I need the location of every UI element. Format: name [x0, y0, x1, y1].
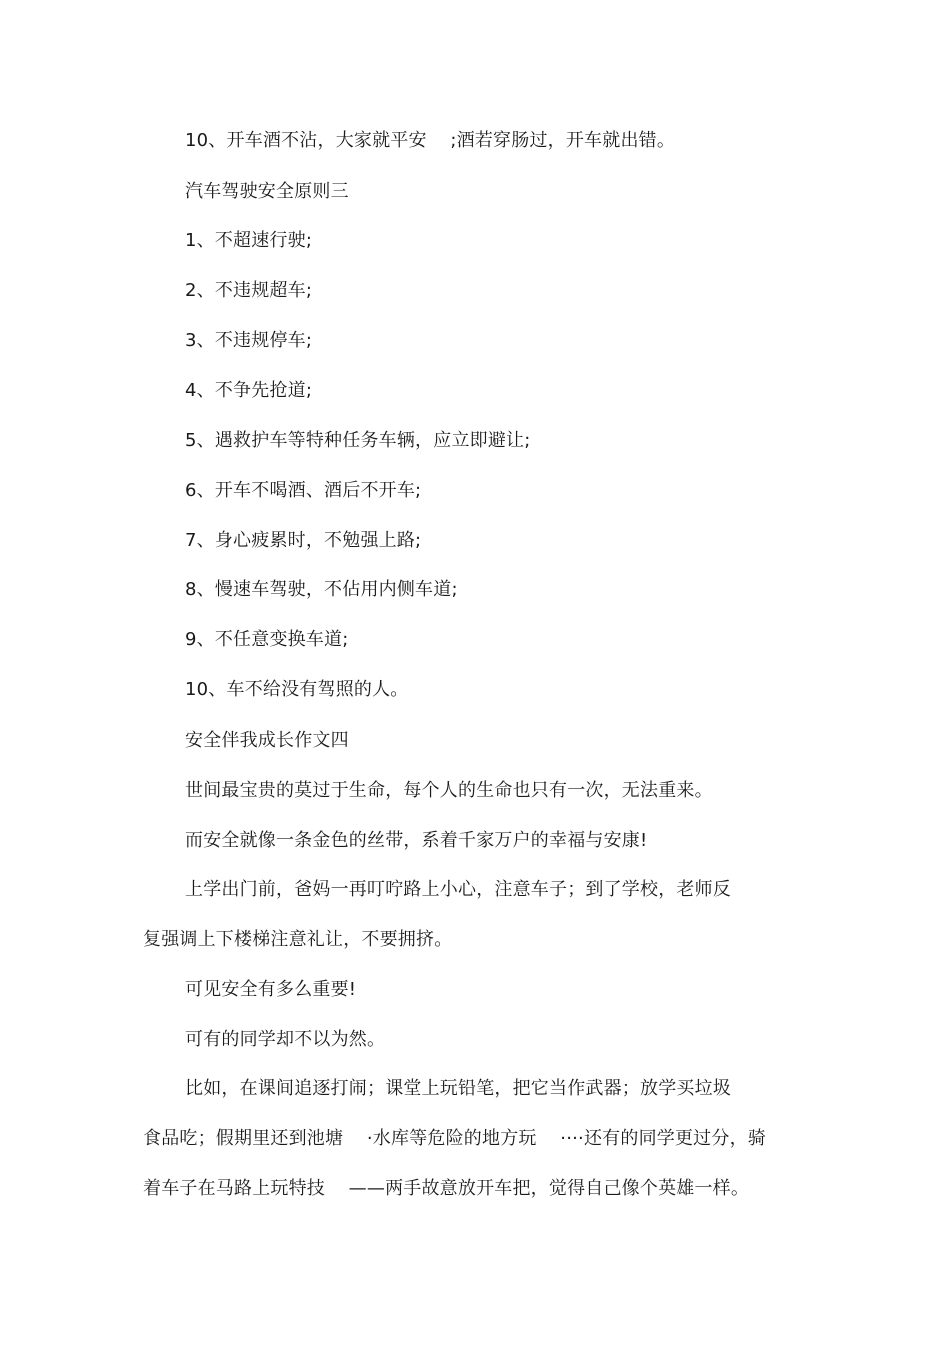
- paragraph-line: 比如，在课间追逐打闹；课堂上玩铅笔，把它当作武器；放学买垃圾: [185, 1078, 731, 1099]
- list-item: 7、身心疲累时，不勉强上路;: [185, 530, 422, 551]
- list-item: 5、遇救护车等特种任务车辆，应立即避让;: [185, 430, 531, 451]
- list-item: 4、不争先抢道;: [185, 380, 313, 401]
- list-item: 9、不任意变换车道;: [185, 629, 349, 650]
- paragraph-line: 食品吃；假期里还到池塘 ·水库等危险的地方玩 ····还有的同学更过分，骑: [143, 1128, 766, 1149]
- paragraph-line: 复强调上下楼梯注意礼让，不要拥挤。: [143, 929, 453, 950]
- paragraph-line: 可见安全有多么重要!: [185, 979, 357, 1000]
- list-item: 10、车不给没有驾照的人。: [185, 679, 409, 700]
- paragraph-line: 上学出门前，爸妈一再叮咛路上小心，注意车子；到了学校，老师反: [185, 879, 731, 900]
- paragraph-line: 而安全就像一条金色的丝带，系着千家万户的幸福与安康!: [185, 830, 648, 851]
- paragraph-line: 世间最宝贵的莫过于生命，每个人的生命也只有一次，无法重来。: [185, 780, 713, 801]
- paragraph-line: 着车子在马路上玩特技 ——两手故意放开车把，觉得自己像个英雄一样。: [143, 1178, 750, 1199]
- text-line: 10、开车酒不沾，大家就平安 ;酒若穿肠过，开车就出错。: [185, 130, 676, 151]
- section-heading: 汽车驾驶安全原则三: [185, 181, 349, 202]
- list-item: 6、开车不喝酒、酒后不开车;: [185, 480, 422, 501]
- list-item: 1、不超速行驶;: [185, 230, 313, 251]
- list-item: 2、不违规超车;: [185, 280, 313, 301]
- paragraph-line: 可有的同学却不以为然。: [185, 1029, 386, 1050]
- list-item: 8、慢速车驾驶，不佔用内侧车道;: [185, 579, 458, 600]
- section-heading: 安全伴我成长作文四: [185, 730, 349, 751]
- list-item: 3、不违规停车;: [185, 330, 313, 351]
